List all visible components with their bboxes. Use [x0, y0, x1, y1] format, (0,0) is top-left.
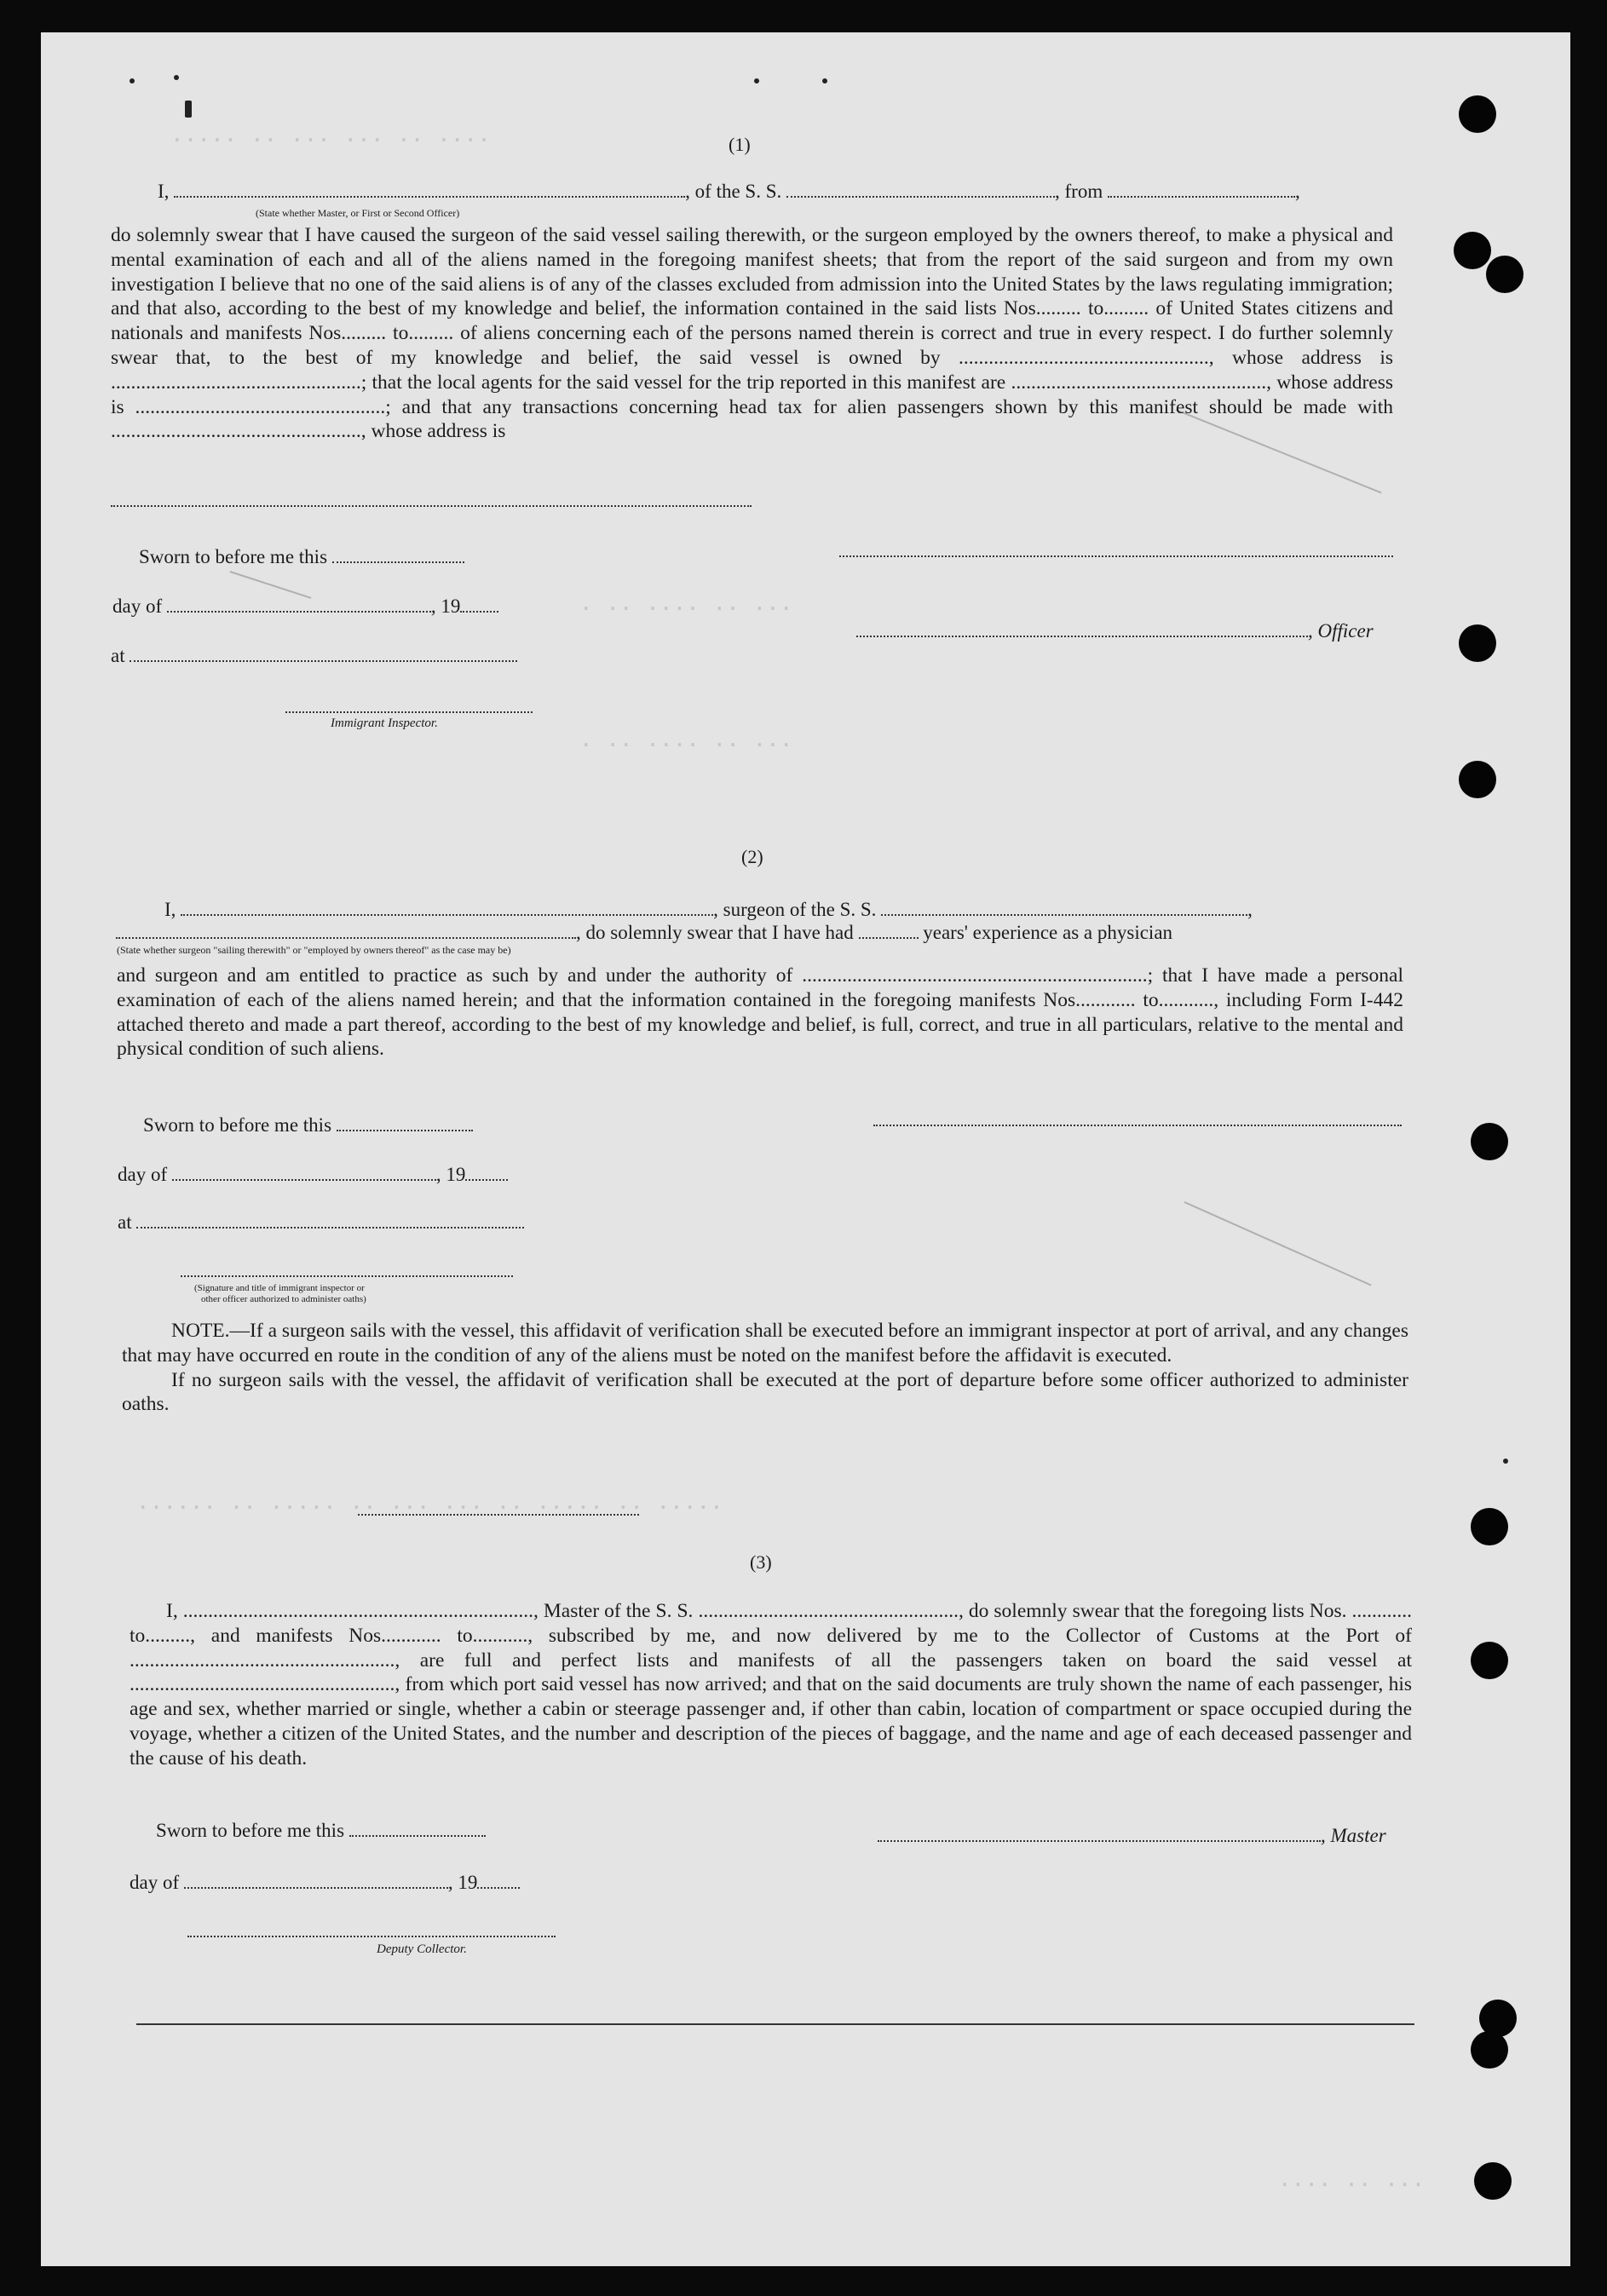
s3-day-field[interactable]: [184, 1875, 448, 1889]
s3-oath-text: I, ......................................................................, Master of the S. S. ...................................................., do solemnly swear that the foregoing lists Nos. ............ to........., and manifests Nos............ to..........., subscribed by me, and now delivered by me to the Collector of Customs at the Port of ....................................................., are full and perfect lists and manifests of all the passengers taken on board the said vessel at ....................................................., from which port said vessel has now arrived; and that on the said documents are truly shown the name of each passenger, his age and sex, whether married or single, whether a cabin or steerage passenger and, if other than cabin, location of compartment or space occupied during the voyage, whether a citizen of the United States, and the number and description of the pieces of baggage, and the name and age of each deceased passenger and the cause of his death.: [130, 1600, 1412, 1769]
s1-day-field[interactable]: [167, 599, 431, 613]
s2-sig-note-2: other officer authorized to administer oaths): [201, 1294, 366, 1304]
bleed-through-text: ····· ·· ····· ·· ··· ··· ·· ····· ·· ······: [136, 1495, 723, 1521]
s2-note-paragraph-2: If no surgeon sails with the vessel, the affidavit of verification shall be executed at the port of departure before some officer authorized to administer oaths.: [122, 1368, 1408, 1416]
punch-hole: [1471, 2031, 1508, 2069]
s2-at: at: [118, 1211, 524, 1234]
ink-speck: [174, 75, 179, 80]
punch-hole: [1459, 624, 1496, 662]
s3-master-field[interactable]: [878, 1828, 1321, 1842]
s2-paragraph: [117, 964, 1403, 1062]
s2-years-field[interactable]: [859, 925, 919, 939]
s2-officer-signature-line[interactable]: [181, 1275, 513, 1277]
s2-note: [122, 1319, 1408, 1417]
s1-from: , from: [1055, 181, 1103, 202]
s2-line2: , do solemnly swear that I have had years' experience as a physician: [116, 921, 1172, 945]
section-1-number: (1): [729, 134, 751, 155]
s3-paragraph: [130, 1599, 1412, 1771]
ink-speck: [754, 78, 759, 83]
ink-speck: [822, 78, 827, 83]
s3-day: day of , 19: [130, 1871, 520, 1895]
s1-inspector-line[interactable]: [285, 711, 533, 713]
punch-hole: [1459, 761, 1496, 798]
section-3-number: (3): [750, 1551, 772, 1573]
s3-collector-line[interactable]: [187, 1936, 556, 1937]
s2-day: day of , 19: [118, 1163, 508, 1187]
ink-speck: [185, 101, 192, 118]
punch-hole: [1454, 232, 1491, 269]
s2-vessel-field[interactable]: [881, 902, 1247, 916]
stray-dotted-line: [358, 1514, 639, 1516]
s1-rank-note: (State whether Master, or First or Second Officer): [256, 207, 460, 219]
s2-day-field[interactable]: [172, 1167, 436, 1181]
s2-name-field[interactable]: [181, 902, 713, 916]
bleed-through-text: ···· ·· ··· ··· ·· ·····: [170, 128, 491, 153]
ink-speck: [130, 78, 135, 83]
s1-day: day of , 19: [112, 595, 498, 619]
s1-signature-line[interactable]: [839, 555, 1393, 557]
deputy-collector-label: Deputy Collector.: [377, 1942, 467, 1956]
bleed-through-text: ··· ·· ···· ·· ·: [579, 596, 793, 622]
s1-officer-field[interactable]: [856, 624, 1308, 637]
s1-address-line[interactable]: [111, 505, 752, 507]
s2-sig-note-1: (Signature and title of immigrant inspector or: [194, 1283, 365, 1293]
s2-line1: I, , surgeon of the S. S. ,: [164, 899, 1253, 920]
s2-at-field[interactable]: [136, 1215, 524, 1229]
bleed-through-text: ··· ·· ····: [1278, 2172, 1426, 2198]
s3-sworn-date-field[interactable]: [349, 1823, 486, 1837]
s2-year-field[interactable]: [465, 1167, 508, 1181]
punch-hole: [1471, 1642, 1508, 1679]
section-2-number: (2): [741, 846, 763, 867]
bottom-rule: [136, 2023, 1414, 2025]
vessel-field[interactable]: [786, 184, 1055, 198]
s2-capacity-field[interactable]: [116, 925, 576, 939]
s1-sworn-date-field[interactable]: [332, 550, 464, 563]
s1-paragraph: [111, 223, 1393, 444]
s1-at: at: [111, 644, 517, 668]
s1-at-field[interactable]: [130, 648, 517, 662]
punch-hole: [1474, 2162, 1512, 2200]
s1-of-ss: , of the S. S.: [685, 181, 782, 202]
officer-label: , Officer: [1308, 620, 1374, 642]
s1-i: I,: [158, 181, 170, 202]
ink-speck: [1503, 1459, 1508, 1464]
punch-hole: [1471, 1508, 1508, 1545]
s3-master-line: [878, 1824, 1386, 1848]
s1-officer-line: [856, 619, 1374, 643]
s2-note-paragraph-1: NOTE.—If a surgeon sails with the vessel, this affidavit of verification shall be executed before an immigrant inspector at port of arrival, and any changes that may have occurred en route in the condition of any of the aliens must be noted on the manifest before the affidavit is executed.: [122, 1320, 1408, 1367]
s2-sworn: Sworn to before me this: [143, 1113, 473, 1137]
punch-hole: [1471, 1123, 1508, 1160]
s1-year-field[interactable]: [460, 599, 498, 613]
bleed-through-text: ··· ·· ···· ·· ·: [579, 733, 793, 758]
s1-oath-text: do solemnly swear that I have caused the surgeon of the said vessel sailing therewith, or the surgeon employed by the owners thereof, to make a physical and mental examination of each and all of the aliens named in the foregoing manifest sheets; that from the report of the said surgeon and from my own investigation I believe that no one of the said aliens is of any of the classes excluded from admission into the United States by the laws regulating immigration; and that also, according to the best of my knowledge and belief, the information contained in the said lists Nos......... to......... of United States citizens and nationals and manifests Nos......... to......... of aliens concerning each of the persons named therein is correct and true in every respect. I do further solemnly swear that, to the best of my knowledge and belief, the said vessel is owned by .................................................., whose address is ..................................................; that the local agents for the said vessel for the trip reported in this manifest are ..................................................., whose address is ..................................................; and that any transactions concerning head tax for alien passengers shown by this manifest should be made with .................................................., whose address is: [111, 224, 1393, 443]
s2-signature-line[interactable]: [873, 1125, 1402, 1126]
s2-oath-text: and surgeon and am entitled to practice as such by and under the authority of .....................................................................; that I have made a personal examination of each of the aliens named herein; and that the information contained in the foregoing manifests Nos............ to..........., including Form I-442 attached thereto and made a part thereof, according to the best of my knowledge and belief, is full, correct, and true in all particulars, relative to the mental and physical condition of such aliens.: [117, 964, 1403, 1061]
punch-hole: [1486, 256, 1523, 293]
master-label: , Master: [1321, 1825, 1386, 1846]
s2-capacity-note: (State whether surgeon "sailing therewith" or "employed by owners thereof" as the case may be): [117, 944, 511, 956]
s2-sworn-date-field[interactable]: [337, 1118, 473, 1131]
name-field[interactable]: [174, 184, 685, 198]
s3-sworn: Sworn to before me this: [156, 1819, 486, 1843]
s1-sworn: Sworn to before me this: [139, 545, 464, 569]
immigrant-inspector-label: Immigrant Inspector.: [331, 716, 438, 730]
s3-year-field[interactable]: [477, 1875, 520, 1889]
from-port-field[interactable]: [1108, 184, 1295, 198]
punch-hole: [1459, 95, 1496, 133]
s1-line1: I, , of the S. S. , from ,: [158, 181, 1300, 202]
